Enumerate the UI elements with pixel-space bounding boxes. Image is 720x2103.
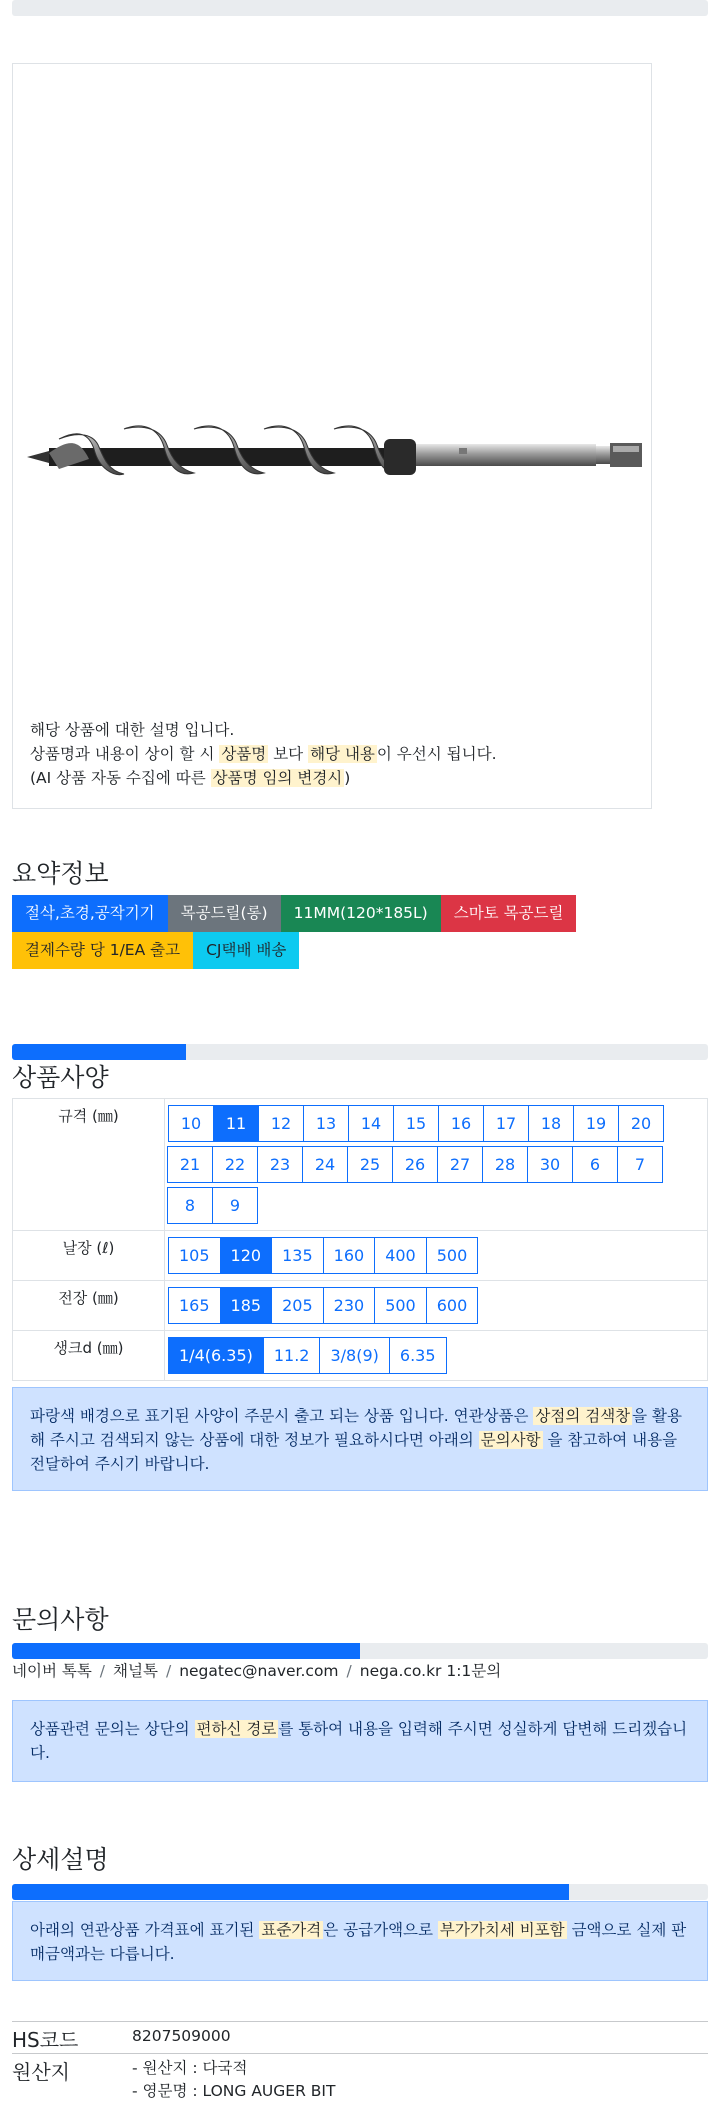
spec-option-button[interactable]: 185 bbox=[220, 1287, 273, 1324]
spec-option-button[interactable]: 12 bbox=[258, 1105, 304, 1142]
notice-text: 은 공급가액으로 bbox=[323, 1921, 438, 1939]
option-group bbox=[168, 1235, 704, 1276]
spec-option-button[interactable]: 25 bbox=[347, 1146, 393, 1183]
spec-options bbox=[165, 1281, 708, 1331]
badge-brand: 스마토 목공드릴 bbox=[441, 895, 577, 932]
spec-option-button[interactable]: 135 bbox=[271, 1237, 324, 1274]
highlight-content: 해당 내용 bbox=[310, 745, 375, 763]
option-group bbox=[168, 1285, 704, 1326]
summary-badges bbox=[12, 895, 612, 969]
page bbox=[12, 0, 708, 2100]
spec-option-button[interactable]: 7 bbox=[617, 1146, 663, 1183]
badge-size: 11MM(120*185L) bbox=[281, 895, 441, 932]
spec-option-button[interactable]: 16 bbox=[438, 1105, 484, 1142]
inquiry-progress-bar bbox=[12, 1643, 708, 1659]
notice-text: 아래의 연관상품 가격표에 표기된 bbox=[30, 1921, 260, 1939]
spec-option-button[interactable]: 22 bbox=[212, 1146, 258, 1183]
desc-text: ) bbox=[344, 769, 351, 787]
spec-option-button[interactable]: 11.2 bbox=[263, 1337, 321, 1374]
hs-label: HS코드 bbox=[12, 2028, 79, 2052]
spec-option-button[interactable]: 500 bbox=[426, 1237, 479, 1274]
option-group bbox=[168, 1103, 704, 1226]
spec-label: 전장 (㎜) bbox=[13, 1281, 165, 1331]
spec-option-button[interactable]: 23 bbox=[257, 1146, 303, 1183]
channel-site-inquiry[interactable]: nega.co.kr 1:1문의 bbox=[359, 1662, 502, 1680]
notice-text: 을 활용해 주시고 검색되지 않는 상품에 대한 정보가 필요하시다면 아래의 bbox=[30, 1407, 683, 1449]
desc-line-2 bbox=[30, 742, 497, 766]
origin-country: - 원산지 : 다국적 bbox=[132, 2059, 248, 2077]
notice-text: 금액으로 실제 판매금액과는 다릅니다. bbox=[30, 1921, 687, 1963]
spec-option-button[interactable]: 10 bbox=[168, 1105, 214, 1142]
spec-option-button[interactable]: 6 bbox=[572, 1146, 618, 1183]
spec-option-button[interactable]: 165 bbox=[168, 1287, 221, 1324]
info-row-hs bbox=[12, 2021, 708, 2053]
desc-line-3 bbox=[30, 766, 497, 790]
desc-text: (AI 상품 자동 수집에 따른 bbox=[30, 769, 211, 787]
summary-title: 요약정보 bbox=[12, 859, 109, 888]
spec-option-button[interactable]: 400 bbox=[374, 1237, 427, 1274]
badge-category: 절삭,초경,공작기기 bbox=[12, 895, 168, 932]
spec-options bbox=[165, 1099, 708, 1231]
spec-option-button[interactable]: 205 bbox=[271, 1287, 324, 1324]
spec-option-button[interactable]: 30 bbox=[527, 1146, 573, 1183]
origin-label: 원산지 bbox=[12, 2060, 70, 2084]
highlight-name-change: 상품명 임의 변경시 bbox=[212, 769, 343, 787]
origin-value bbox=[132, 2054, 335, 2103]
desc-line-1: 해당 상품에 대한 설명 입니다. bbox=[30, 721, 235, 739]
detail-notice bbox=[12, 1901, 708, 1981]
highlight-inquiry: 문의사항 bbox=[480, 1431, 541, 1449]
desc-text: 이 우선시 됩니다. bbox=[376, 745, 497, 763]
spec-option-button[interactable]: 11 bbox=[213, 1105, 259, 1142]
inquiry-notice bbox=[12, 1700, 708, 1782]
spec-option-button[interactable]: 230 bbox=[323, 1287, 376, 1324]
highlight-standard-price: 표준가격 bbox=[261, 1921, 322, 1939]
badge-subcategory: 목공드릴(롱) bbox=[168, 895, 281, 932]
notice-text: 상품관련 문의는 상단의 bbox=[30, 1720, 195, 1738]
spec-option-button[interactable]: 160 bbox=[323, 1237, 376, 1274]
badge-shipping: CJ택배 배송 bbox=[193, 932, 299, 969]
option-group bbox=[168, 1335, 704, 1376]
detail-progress-fill bbox=[12, 1884, 569, 1900]
spec-option-button[interactable]: 105 bbox=[168, 1237, 221, 1274]
detail-title: 상세설명 bbox=[12, 1845, 109, 1874]
highlight-vat-excluded: 부가가치세 비포함 bbox=[439, 1921, 565, 1939]
separator: / bbox=[165, 1662, 172, 1680]
info-row-origin bbox=[12, 2053, 708, 2103]
detail-progress-bar bbox=[12, 1884, 708, 1900]
spec-label: 생크d (㎜) bbox=[13, 1331, 165, 1381]
origin-english-name: - 영문명 : LONG AUGER BIT bbox=[132, 2082, 336, 2100]
product-description bbox=[30, 718, 497, 790]
highlight-search: 상점의 검색창 bbox=[535, 1407, 631, 1425]
separator: / bbox=[99, 1662, 106, 1680]
notice-text: 를 통하여 내용을 입력해 주시면 성실하게 답변해 드리겠습니다. bbox=[30, 1720, 688, 1762]
hs-value: 8207509000 bbox=[132, 2027, 231, 2045]
top-progress-bar bbox=[12, 0, 708, 16]
spec-title: 상품사양 bbox=[12, 1063, 109, 1092]
spec-label: 날장 (ℓ) bbox=[13, 1231, 165, 1281]
channel-email[interactable]: negatec@naver.com bbox=[179, 1662, 339, 1680]
spec-notice bbox=[12, 1387, 708, 1491]
spec-row-size bbox=[13, 1099, 708, 1231]
spec-option-button[interactable]: 21 bbox=[167, 1146, 213, 1183]
spec-options bbox=[165, 1331, 708, 1381]
spec-option-button[interactable]: 14 bbox=[348, 1105, 394, 1142]
highlight-route: 편하신 경로 bbox=[196, 1720, 277, 1738]
spec-option-button[interactable]: 15 bbox=[393, 1105, 439, 1142]
spec-row-shank bbox=[13, 1331, 708, 1381]
product-info-table bbox=[12, 2021, 708, 2103]
spec-option-button[interactable]: 24 bbox=[302, 1146, 348, 1183]
spec-option-button[interactable]: 9 bbox=[212, 1187, 258, 1224]
spec-option-button[interactable]: 28 bbox=[482, 1146, 528, 1183]
channel-naver-talk[interactable]: 네이버 톡톡 bbox=[12, 1662, 92, 1680]
highlight-product-name: 상품명 bbox=[221, 745, 267, 763]
spec-option-button[interactable]: 8 bbox=[167, 1187, 213, 1224]
spec-option-button[interactable]: 6.35 bbox=[389, 1337, 447, 1374]
product-image-panel bbox=[12, 63, 652, 809]
inquiry-progress-fill bbox=[12, 1643, 360, 1659]
auger-bit-image bbox=[19, 399, 649, 499]
inquiry-title: 문의사항 bbox=[12, 1605, 109, 1634]
spec-options bbox=[165, 1231, 708, 1281]
notice-text: 을 참고하여 내용을 전달하여 주시기 바랍니다. bbox=[30, 1431, 678, 1473]
spec-row-blade bbox=[13, 1231, 708, 1281]
spec-option-button[interactable]: 17 bbox=[483, 1105, 529, 1142]
spec-option-button[interactable]: 18 bbox=[528, 1105, 574, 1142]
spec-row-length bbox=[13, 1281, 708, 1331]
notice-text: 파랑색 배경으로 표기된 사양이 주문시 출고 되는 상품 입니다. 연관상품은 bbox=[30, 1407, 534, 1425]
spec-option-button[interactable]: 13 bbox=[303, 1105, 349, 1142]
desc-text: 상품명과 내용이 상이 할 시 bbox=[30, 745, 220, 763]
spec-option-button[interactable]: 3/8(9) bbox=[319, 1337, 389, 1374]
inquiry-channels bbox=[12, 1659, 501, 1681]
spec-option-button[interactable]: 1/4(6.35) bbox=[168, 1337, 264, 1374]
desc-text: 보다 bbox=[268, 745, 309, 763]
spec-option-button[interactable]: 600 bbox=[426, 1287, 479, 1324]
spec-option-button[interactable]: 500 bbox=[374, 1287, 427, 1324]
spec-table bbox=[12, 1098, 708, 1381]
spec-option-button[interactable]: 26 bbox=[392, 1146, 438, 1183]
separator: / bbox=[346, 1662, 352, 1680]
spec-label: 규격 (㎜) bbox=[13, 1099, 165, 1231]
spec-option-button[interactable]: 120 bbox=[220, 1237, 273, 1274]
spec-option-button[interactable]: 20 bbox=[618, 1105, 664, 1142]
spec-option-button[interactable]: 19 bbox=[573, 1105, 619, 1142]
badge-quantity: 결제수량 당 1/EA 출고 bbox=[12, 932, 193, 969]
spec-option-button[interactable]: 27 bbox=[437, 1146, 483, 1183]
spec-progress-bar bbox=[12, 1044, 708, 1060]
channel-channeltalk[interactable]: 채널톡 bbox=[113, 1662, 158, 1680]
